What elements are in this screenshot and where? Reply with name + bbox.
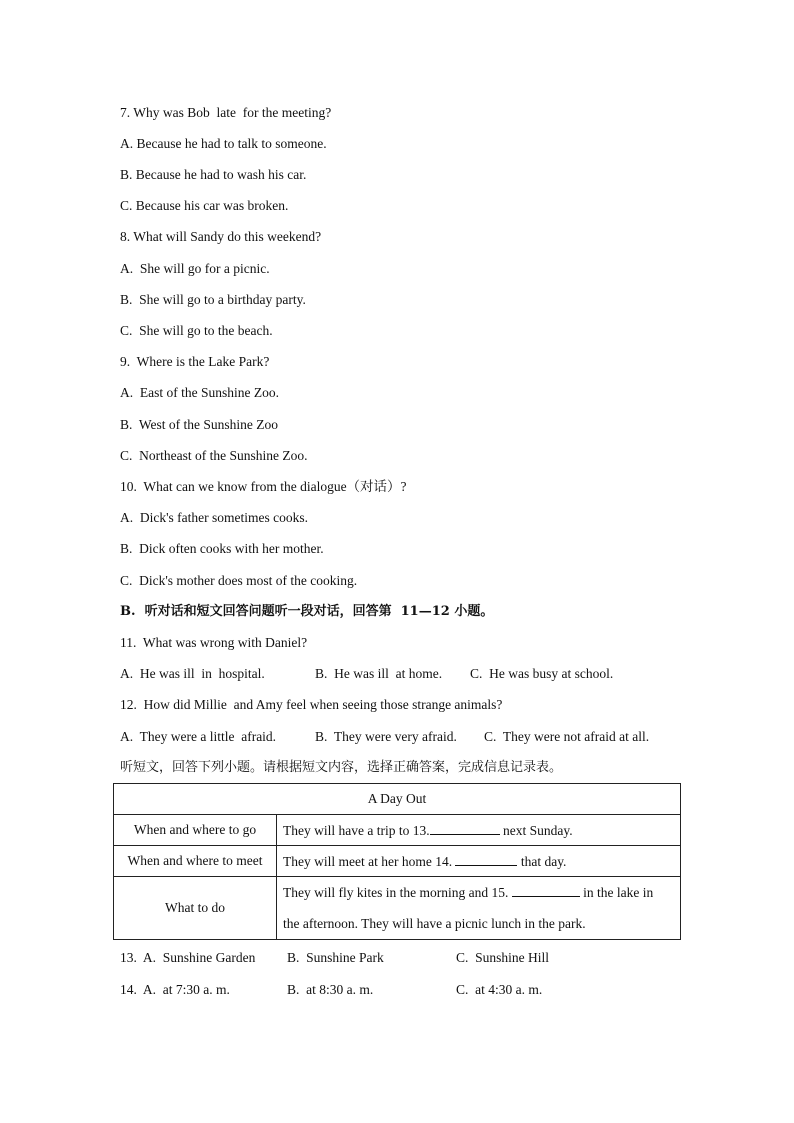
question-11-option-c: C. He was busy at school. xyxy=(470,666,614,681)
question-7: 7. Why was Bob late for the meeting? xyxy=(120,105,332,120)
row1-text-after: next Sunday. xyxy=(499,822,573,838)
question-11-option-a: A. He was ill in hospital. xyxy=(120,666,265,681)
blank-13 xyxy=(430,822,500,835)
row3-line-1 xyxy=(283,877,674,908)
question-8-option-c: C. She will go to the beach. xyxy=(120,323,273,338)
question-14-option-a: 14. A. at 7:30 a. m. xyxy=(120,982,230,997)
row3-text-after: in the lake in xyxy=(579,885,654,900)
question-10-option-a: A. Dick's father sometimes cooks. xyxy=(120,510,309,525)
info-record-table xyxy=(113,783,681,940)
question-14-option-c: C. at 4:30 a. m. xyxy=(456,982,543,997)
question-7-option-b: B. Because he had to wash his car. xyxy=(120,167,307,182)
question-7-option-c: C. Because his car was broken. xyxy=(120,198,289,213)
question-10-option-c: C. Dick's mother does most of the cooking. xyxy=(120,573,358,588)
question-11-option-b: B. He was ill at home. xyxy=(315,666,443,681)
row2-text-after: that day. xyxy=(517,853,567,869)
row3-line-2: the afternoon. They will have a picnic lunch in the park. xyxy=(283,916,586,931)
table-title: A Day Out xyxy=(114,784,681,815)
question-8-option-a: A. She will go for a picnic. xyxy=(120,261,270,276)
question-7-option-a: A. Because he had to talk to someone. xyxy=(120,136,327,151)
row-label-when-where-go: When and where to go xyxy=(114,815,277,846)
question-12-option-a: A. They were a little afraid. xyxy=(120,729,277,744)
row3-text-before: They will fly kites in the morning and 15. xyxy=(283,885,512,900)
question-9-option-a: A. East of the Sunshine Zoo. xyxy=(120,385,279,400)
question-12: 12. How did Millie and Amy feel when seeing those strange animals? xyxy=(120,697,503,712)
question-13-option-c: C. Sunshine Hill xyxy=(456,950,550,965)
question-8-option-b: B. She will go to a birthday party. xyxy=(120,292,306,307)
question-10-option-b: B. Dick often cooks with her mother. xyxy=(120,541,324,556)
blank-14 xyxy=(455,853,517,866)
section-b-heading: B. 听对话和短文回答问题听一段对话，回答第 11—12 小题。 xyxy=(120,604,494,619)
row-value-when-where-meet xyxy=(277,846,681,877)
question-12-option-b: B. They were very afraid. xyxy=(315,729,457,744)
question-9: 9. Where is the Lake Park? xyxy=(120,354,270,369)
question-9-option-b: B. West of the Sunshine Zoo xyxy=(120,417,279,432)
row-label-what-to-do: What to do xyxy=(114,877,277,940)
row1-text-before: They will have a trip to 13. xyxy=(283,822,430,838)
question-10: 10. What can we know from the dialogue（对话）? xyxy=(120,479,407,494)
row-label-when-where-meet: When and where to meet xyxy=(114,846,277,877)
row2-text-before: They will meet at her home 14. xyxy=(283,853,456,869)
question-12-option-c: C. They were not afraid at all. xyxy=(484,729,650,744)
blank-15 xyxy=(512,884,580,897)
question-8: 8. What will Sandy do this weekend? xyxy=(120,229,322,244)
question-14-option-b: B. at 8:30 a. m. xyxy=(287,982,374,997)
question-13-option-a: 13. A. Sunshine Garden xyxy=(120,950,256,965)
question-9-option-c: C. Northeast of the Sunshine Zoo. xyxy=(120,448,308,463)
listening-instruction: 听短文，回答下列小题。请根据短文内容，选择正确答案，完成信息记录表。 xyxy=(120,760,563,775)
question-13-option-b: B. Sunshine Park xyxy=(287,950,384,965)
row-value-when-where-go xyxy=(277,815,681,846)
question-11: 11. What was wrong with Daniel? xyxy=(120,635,308,650)
row-value-what-to-do xyxy=(277,877,681,940)
